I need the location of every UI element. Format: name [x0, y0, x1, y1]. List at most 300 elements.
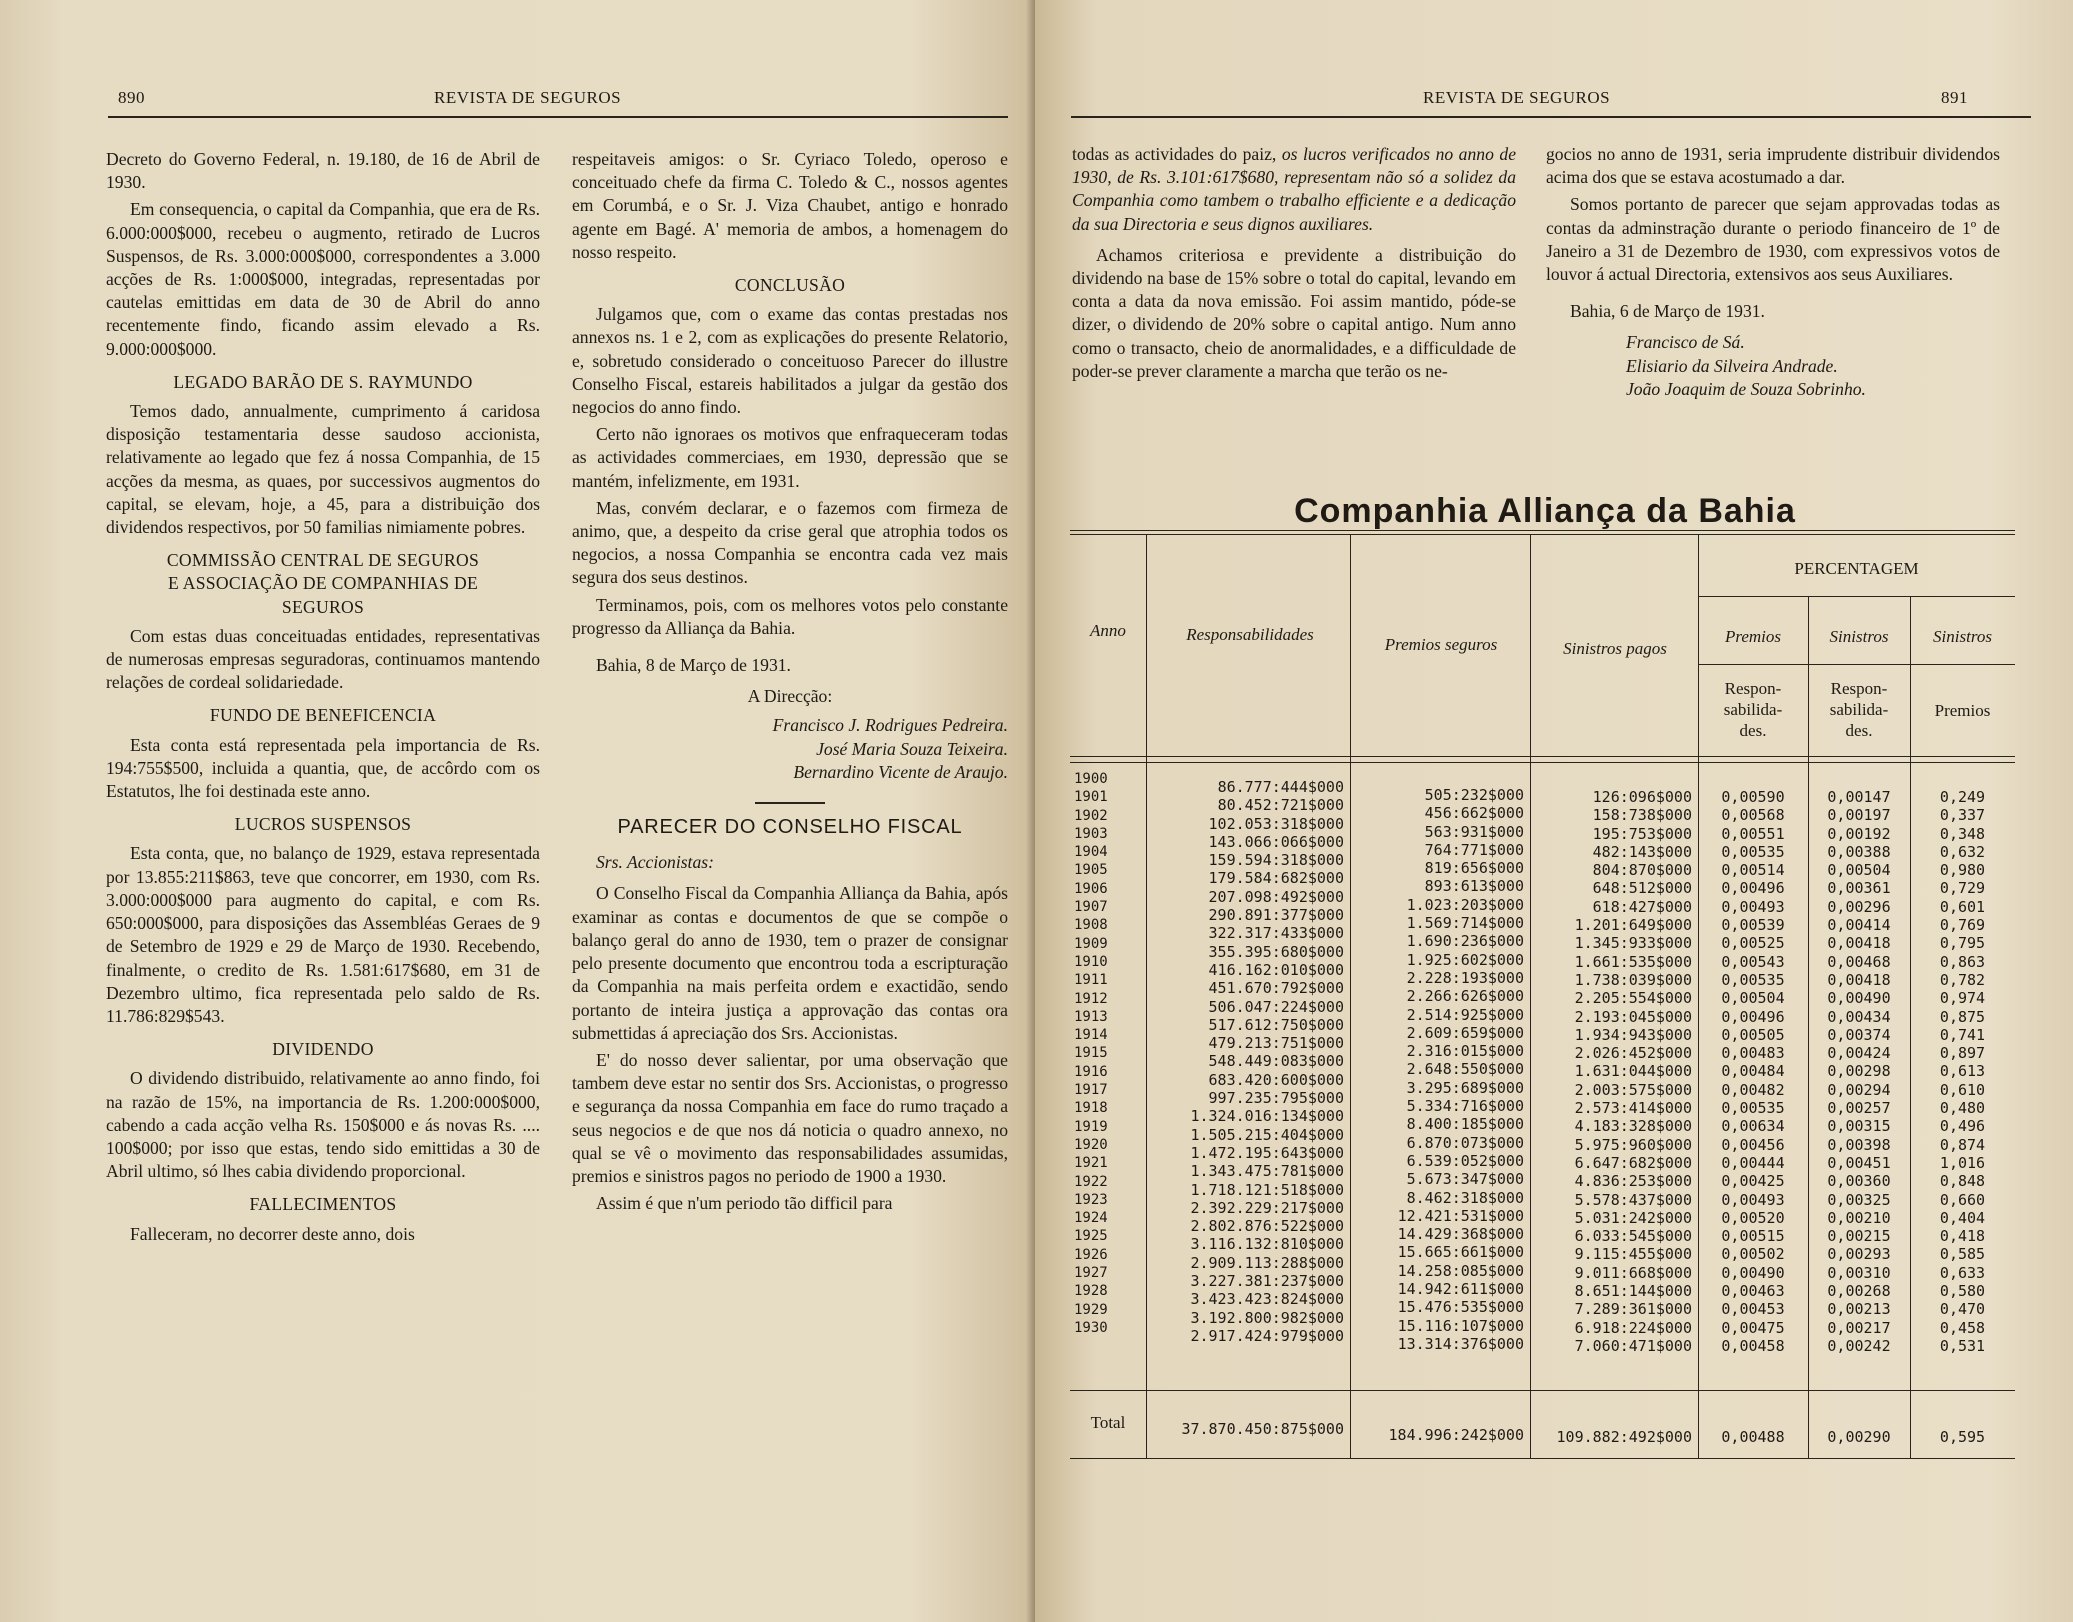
pct-sinistros-premios-row: 0,769	[1939, 916, 1986, 935]
responsabilidades-row: 416.162:010$000	[1208, 960, 1344, 979]
pct-sinistros-premios-row: 0,348	[1939, 824, 1986, 843]
paragraph-fundo: Esta conta está representada pela importancia de Rs. 194:755$500, incluida a quantia, que, de accôrdo com os Estatutos, lhe foi destinada este anno.	[106, 734, 540, 802]
premios-row: 15.116:107$000	[1397, 1316, 1524, 1335]
pct-sinistros-row: 0,00197	[1827, 806, 1891, 825]
premios-row: 456:662$000	[1424, 804, 1524, 823]
pct-premios-row: 0,00490	[1721, 1263, 1785, 1282]
pct-sinistros-premios-row: 0,601	[1939, 897, 1986, 916]
pct-sinistros-premios-row: 0,610	[1939, 1080, 1986, 1099]
sinistros-row: 1.661:535$000	[1574, 952, 1692, 971]
responsabilidades-row: 355.395:680$000	[1208, 942, 1344, 961]
responsabilidades-row: 683.420:600$000	[1208, 1070, 1344, 1089]
pct-premios-row: 0,00493	[1721, 1190, 1785, 1209]
anno-row: 1901	[1074, 789, 1108, 806]
responsabilidades-row: 1.343.475:781$000	[1190, 1162, 1344, 1181]
pct-sinistros-premios-row: 0,418	[1939, 1227, 1986, 1246]
responsabilidades-row: 2.802.876:522$000	[1190, 1217, 1344, 1236]
subheader-premios: Premios	[1724, 627, 1782, 646]
paragraph-julgamos: Julgamos que, com o exame das contas prestadas nos annexos ns. 1 e 2, com as explicações do presente Relatorio, e, sobretudo considerado o conceituoso Parecer do illustre Conselho Fiscal, estareis habilitados a julgar da gestão dos negocios do anno findo.	[572, 304, 1008, 418]
sinistros-row: 2.003:575$000	[1574, 1080, 1692, 1099]
sinistros-row: 6.033:545$000	[1574, 1227, 1692, 1246]
heading-lucros: LUCROS SUSPENSOS	[234, 814, 412, 835]
responsabilidades-row: 3.423.423:824$000	[1190, 1290, 1344, 1309]
total-responsabilidades: 37.870.450:875$000	[1181, 1420, 1344, 1438]
anno-row: 1914	[1074, 1027, 1108, 1044]
premios-row: 15.665:661$000	[1397, 1243, 1524, 1262]
pct-sinistros-premios-row: 0,613	[1939, 1062, 1986, 1081]
anno-row: 1909	[1074, 935, 1108, 952]
pct-sinistros-row: 0,00294	[1827, 1080, 1891, 1099]
premios-row: 1.690:236$000	[1406, 932, 1524, 951]
pct-sinistros-premios-row: 0,863	[1939, 952, 1986, 971]
paragraph-todas-italic: os lucros verificados no anno de 1930, de Rs. 3.101:617$680, representam não só a solidez da Companhia como tambem o trabalho efficiente e a dedicação da sua Directoria e seus dignos auxiliares.	[1072, 144, 1516, 234]
anno-row: 1903	[1074, 825, 1108, 842]
pct-sinistros-row: 0,00361	[1827, 879, 1891, 898]
pct-sinistros-premios-row: 0,897	[1939, 1044, 1986, 1063]
premios-row: 3.295:689$000	[1406, 1078, 1524, 1097]
anno-row: 1927	[1074, 1265, 1108, 1282]
responsabilidades-row: 80.452:721$000	[1217, 796, 1344, 815]
pct-sinistros-row: 0,00147	[1827, 788, 1891, 806]
pct-sinistros-premios-row: 0,848	[1939, 1172, 1986, 1191]
percentagem-rule	[1698, 596, 2015, 597]
header-responsabilidades: Responsabilidades	[1186, 625, 1314, 644]
right-column-1	[1072, 143, 1516, 387]
pct-sinistros-premios-row: 0,782	[1939, 970, 1986, 989]
pct-sinistros-row: 0,00434	[1827, 1007, 1891, 1026]
pct-premios-row: 0,00482	[1721, 1080, 1785, 1099]
responsabilidades-row: 207.098:492$000	[1208, 887, 1344, 906]
pct-premios-row: 0,00568	[1721, 806, 1785, 825]
sinistros-row: 195:753$000	[1592, 824, 1692, 843]
paragraph-legado: Temos dado, annualmente, cumprimento á caridosa disposição testamentaria desse saudoso accionista, relativamente ao legado que fez á nossa Companhia, de 15 acções da mesma, as quaes, por successivos augmentos do capital, se elevam, hoje, a 45, para a distribuição dos dividendos respectivos, por 50 familias nimiamente pobres.	[106, 401, 540, 538]
anno-row: 1911	[1074, 972, 1108, 989]
date-direccao: Bahia, 8 de Março de 1931.	[596, 655, 791, 676]
left-page	[0, 0, 1035, 1622]
responsabilidades-row: 548.449:083$000	[1208, 1052, 1344, 1071]
sinistros-row: 8.651:144$000	[1574, 1282, 1692, 1301]
sinistros-row: 1.201:649$000	[1574, 916, 1692, 935]
subheader-rule	[1698, 664, 2015, 665]
pct-premios-row: 0,00475	[1721, 1318, 1785, 1337]
pct-sinistros-row: 0,00398	[1827, 1135, 1891, 1154]
paragraph-dividendo: O dividendo distribuido, relativamente ao anno findo, foi na razão de 15%, na importancia de Rs. 1.200:000$000, cabendo a cada acção velha Rs. 150$000 e ás novas Rs. .... 100$000; por isso que estas, tendo sido emittidas a 30 de Abril ultimo, só lhes cabia dividendo proporcional.	[106, 1068, 540, 1182]
premios-row: 5.334:716$000	[1406, 1097, 1524, 1116]
anno-row: 1922	[1074, 1173, 1108, 1190]
paragraph-commissao: Com estas duas conceituadas entidades, representativas de numerosas empresas seguradoras, continuamos mantendo relações de cordeal solidariedade.	[106, 625, 540, 693]
pct-sinistros-row: 0,00504	[1827, 861, 1891, 880]
heading-conclusao: CONCLUSÃO	[734, 275, 846, 296]
anno-row: 1902	[1074, 807, 1108, 824]
sinistros-row: 7.060:471$000	[1574, 1336, 1692, 1355]
anno-row: 1918	[1074, 1100, 1108, 1117]
header-rule-right	[1071, 116, 2031, 118]
left-column-1	[106, 148, 540, 1250]
table-bottom-rule	[1070, 1458, 2015, 1459]
responsabilidades-row: 517.612:750$000	[1208, 1015, 1344, 1034]
pct-sinistros-premios-row: 0,458	[1939, 1318, 1986, 1337]
pct-premios-row: 0,00456	[1721, 1135, 1785, 1154]
premios-row: 2.609:659$000	[1406, 1023, 1524, 1042]
responsabilidades-row: 143.066:066$000	[1208, 832, 1344, 851]
vline-2	[1350, 534, 1351, 1458]
anno-row: 1904	[1074, 844, 1108, 861]
pct-sinistros-premios-row: 0,632	[1939, 842, 1986, 861]
signature-conselho-3: João Joaquim de Souza Sobrinho.	[1626, 378, 1866, 399]
pct-sinistros-row: 0,00418	[1827, 970, 1891, 989]
responsabilidades-row: 1.505.215:404$000	[1190, 1125, 1344, 1144]
column-anno	[1074, 770, 1144, 1337]
pct-sinistros-premios-row: 0,974	[1939, 989, 1986, 1008]
anno-row: 1915	[1074, 1045, 1108, 1062]
pct-sinistros-row: 0,00268	[1827, 1282, 1891, 1301]
premios-row: 563:931$000	[1424, 822, 1524, 841]
section-divider	[755, 802, 825, 804]
date-conselho: Bahia, 6 de Março de 1931.	[1570, 301, 1765, 322]
pct-sinistros-row: 0,00490	[1827, 989, 1891, 1008]
pct-sinistros-row: 0,00360	[1827, 1172, 1891, 1191]
pct-premios-row: 0,00514	[1721, 861, 1785, 880]
paragraph-respeitaveis: respeitaveis amigos: o Sr. Cyriaco Toledo, operoso e conceituado chefe da firma C. Toledo & C., nossos agentes em Corumbá, e o Sr. J. Viza Chaubet, antigo e honrado agente em Bagé. A' memoria de ambos, a homenagem do nosso respeito.	[572, 149, 1008, 262]
paragraph-decreto: Decreto do Governo Federal, n. 19.180, de 16 de Abril de 1930.	[106, 149, 540, 193]
sinistros-row: 2.205:554$000	[1574, 989, 1692, 1008]
sinistros-row: 618:427$000	[1592, 897, 1692, 916]
pct-premios-row: 0,00453	[1721, 1300, 1785, 1319]
premios-row: 14.258:085$000	[1397, 1261, 1524, 1280]
pct-premios-row: 0,00535	[1721, 842, 1785, 861]
sinistros-row: 5.578:437$000	[1574, 1190, 1692, 1209]
paragraph-gocios: gocios no anno de 1931, seria imprudente distribuir dividendos acima dos que se estava acostumado a dar.	[1546, 144, 2000, 188]
total-sinistros: 109.882:492$000	[1556, 1428, 1692, 1446]
pct-sinistros-premios-row: 0,660	[1939, 1190, 1986, 1209]
responsabilidades-row: 290.891:377$000	[1208, 906, 1344, 925]
heading-dividendo: DIVIDENDO	[272, 1039, 374, 1060]
pct-premios-row: 0,00551	[1721, 824, 1785, 843]
salutation: Srs. Accionistas:	[596, 852, 714, 873]
responsabilidades-row: 997.235:795$000	[1208, 1089, 1344, 1108]
pct-sinistros-premios-row: 0,980	[1939, 861, 1986, 880]
premios-row: 8.462:318$000	[1406, 1188, 1524, 1207]
responsabilidades-row: 322.317:433$000	[1208, 924, 1344, 943]
pct-sinistros-row: 0,00215	[1827, 1227, 1891, 1246]
pct-sinistros-premios-row: 0,633	[1939, 1263, 1986, 1282]
pct-premios-row: 0,00535	[1721, 970, 1785, 989]
pct-premios-row: 0,00484	[1721, 1062, 1785, 1081]
anno-row: 1907	[1074, 899, 1108, 916]
total-premios: 184.996:242$000	[1388, 1426, 1524, 1444]
pct-sinistros-premios-row: 0,741	[1939, 1025, 1986, 1044]
page-number-right: 891	[1941, 88, 1968, 107]
pct-sinistros-premios-row: 0,795	[1939, 934, 1986, 953]
column-pct-sinistros-premios	[1910, 788, 2015, 1355]
signature-conselho-1: Francisco de Sá.	[1626, 332, 1745, 353]
right-column-2	[1546, 143, 2000, 401]
header-bottom-rule	[1070, 756, 2015, 757]
premios-row: 2.514:925$000	[1406, 1005, 1524, 1024]
anno-row: 1906	[1074, 880, 1108, 897]
sinistros-row: 5.031:242$000	[1574, 1208, 1692, 1227]
column-pct-premios	[1698, 788, 1808, 1355]
premios-row: 2.648:550$000	[1406, 1060, 1524, 1079]
header-premios-seguros: Premios seguros	[1384, 635, 1498, 654]
heading-parecer: PARECER DO CONSELHO FISCAL	[617, 816, 963, 839]
signature-1: Francisco J. Rodrigues Pedreira.	[772, 715, 1008, 736]
pct-premios-row: 0,00543	[1721, 952, 1785, 971]
paragraph-consequencia: Em consequencia, o capital da Companhia, que era de Rs. 6.000:000$000, recebeu o augmento, retirado de Lucros Suspensos, de Rs. 3.000:000$000, correspondentes a 3.000 acções de Rs. 1:000$000, integradas, representadas por cautelas emittidas em data de 30 de Abril do anno recentemente findo, ficando assim elevado a Rs. 9.000:000$000.	[106, 199, 540, 359]
column-responsabilidades	[1150, 778, 1344, 1345]
pct-sinistros-premios-row: 0,874	[1939, 1135, 1986, 1154]
paragraph-conselho: O Conselho Fiscal da Companhia Alliança da Bahia, após examinar as contas e documentos de que se compõe o balanço geral do anno de 1930, tem o prazer de consignar pelo presente documento que encontrou toda a escripturação da Companhia na mais perfeita ordem e exactidão, sendo portanto de inteira justiça a approvação das contas ora submettidas á apreciação dos Srs. Accionistas.	[572, 883, 1008, 1043]
responsabilidades-row: 179.584:682$000	[1208, 869, 1344, 888]
responsabilidades-row: 3.116.132:810$000	[1190, 1235, 1344, 1254]
pct-premios-row: 0,00634	[1721, 1117, 1785, 1136]
pct-premios-row: 0,00539	[1721, 916, 1785, 935]
anno-row: 1928	[1074, 1283, 1108, 1300]
subheader-sinistros-2: Sinistros	[1933, 627, 1992, 646]
sinistros-row: 2.193:045$000	[1574, 1007, 1692, 1026]
pct-premios-row: 0,00458	[1721, 1336, 1785, 1355]
premios-row: 2.316:015$000	[1406, 1042, 1524, 1061]
pct-premios-row: 0,00483	[1721, 1044, 1785, 1063]
pct-premios-row: 0,00496	[1721, 1007, 1785, 1026]
subheader-sinistros: Sinistros	[1829, 627, 1889, 646]
pct-premios-row: 0,00425	[1721, 1172, 1785, 1191]
anno-row: 1925	[1074, 1228, 1108, 1245]
pct-sinistros-premios-row: 0,249	[1939, 788, 1986, 806]
table-top-rule-2	[1070, 534, 2015, 535]
responsabilidades-row: 3.227.381:237$000	[1190, 1272, 1344, 1291]
premios-row: 13.314:376$000	[1397, 1334, 1524, 1353]
left-column-2	[572, 148, 1008, 1219]
vline-1	[1146, 534, 1147, 1458]
paragraph-terminamos: Terminamos, pois, com os melhores votos pelo constante progresso da Alliança da Bahia.	[572, 594, 1008, 638]
signature-conselho-2: Elisiario da Silveira Andrade.	[1626, 355, 1838, 376]
anno-row: 1924	[1074, 1210, 1108, 1227]
anno-row: 1920	[1074, 1136, 1108, 1153]
anno-row: 1912	[1074, 990, 1108, 1007]
premios-row: 6.539:052$000	[1406, 1151, 1524, 1170]
subheader-responsabilidades-1: Respon- sabilida- des.	[1723, 679, 1783, 740]
anno-row: 1917	[1074, 1082, 1108, 1099]
paragraph-lucros: Esta conta, que, no balanço de 1929, estava representada por 13.855:211$863, teve que concorrer, em 1930, com Rs. 3.000:000$000 para augmento do capital, e com Rs. 650:000$000, para disposições das Assembléas Geraes de 9 de Setembro de 1929 e 29 de Março de 1930. Recebendo, finalmente, o credito de Rs. 1.581:617$680, em 31 de Dezembro ultimo, fica representada pelo saldo de Rs. 11.786:829$543.	[106, 843, 540, 1026]
pct-premios-row: 0,00444	[1721, 1153, 1785, 1172]
pct-sinistros-row: 0,00296	[1827, 897, 1891, 916]
pct-sinistros-row: 0,00315	[1827, 1117, 1891, 1136]
total-top-rule	[1070, 1390, 2015, 1391]
anno-row: 1921	[1074, 1155, 1108, 1172]
pct-sinistros-row: 0,00325	[1827, 1190, 1891, 1209]
pct-sinistros-row: 0,00374	[1827, 1025, 1891, 1044]
anno-row: 1930	[1074, 1319, 1108, 1336]
paragraph-mas: Mas, convém declarar, e o fazemos com firmeza de animo, que, a despeito da crise geral que atrophia todos os negocios, a nossa Companhia se encontra cada vez mais segura dos seus destinos.	[572, 497, 1008, 588]
sinistros-row: 1.631:044$000	[1574, 1062, 1692, 1081]
pct-sinistros-premios-row: 0,531	[1939, 1336, 1986, 1355]
sinistros-row: 9.115:455$000	[1574, 1245, 1692, 1264]
sinistros-row: 9.011:668$000	[1574, 1263, 1692, 1282]
signature-3: Bernardino Vicente de Araujo.	[793, 761, 1008, 782]
responsabilidades-row: 159.594:318$000	[1208, 851, 1344, 870]
pct-sinistros-row: 0,00298	[1827, 1062, 1891, 1081]
pct-sinistros-row: 0,00210	[1827, 1208, 1891, 1227]
responsabilidades-row: 2.917.424:979$000	[1190, 1326, 1344, 1345]
sinistros-row: 126:096$000	[1592, 788, 1692, 806]
heading-legado: LEGADO BARÃO DE S. RAYMUNDO	[173, 371, 473, 392]
header-sinistros-pagos: Sinistros pagos	[1563, 639, 1667, 658]
paragraph-certo: Certo não ignoraes os motivos que enfraqueceram todas as actividades commerciaes, em 1930, depressão que se mantém, infelizmente, em 1931.	[572, 424, 1008, 491]
heading-commissao-1: COMMISSÃO CENTRAL DE SEGUROS	[166, 550, 480, 571]
header-percentagem: PERCENTAGEM	[1794, 559, 1919, 578]
statistics-table	[1070, 528, 2015, 1446]
signature-2: José Maria Souza Teixeira.	[816, 738, 1008, 759]
anno-row: 1905	[1074, 862, 1108, 879]
paragraph-dever: E' do nosso dever salientar, por uma observação que tambem deve estar no sentir dos Srs. Accionistas, o progresso e segurança da nossa Companhia em face do rumo traçado a seus negocios e de que nos dá noticia o quadro annexo, no qual se vê o movimento das responsabilidades assumidas, premios e sinistros pagos no periodo de 1900 a 1930.	[572, 1049, 1008, 1186]
header-bottom-rule-2	[1070, 762, 2015, 763]
column-pct-sinistros	[1808, 788, 1910, 1355]
header-anno: Anno	[1090, 621, 1126, 640]
pct-sinistros-premios-row: 0,585	[1939, 1245, 1986, 1264]
subheader-premios-2: Premios	[1934, 701, 1991, 720]
anno-row: 1916	[1074, 1063, 1108, 1080]
premios-row: 6.870:073$000	[1406, 1133, 1524, 1152]
anno-row: 1919	[1074, 1118, 1108, 1135]
premios-row: 12.421:531$000	[1397, 1206, 1524, 1225]
pct-sinistros-row: 0,00451	[1827, 1153, 1891, 1172]
total-pct-sinistros-premios: 0,595	[1939, 1428, 1986, 1446]
running-head: REVISTA DE SEGUROS	[434, 88, 622, 107]
premios-row: 893:613$000	[1424, 877, 1524, 896]
responsabilidades-row: 506.047:224$000	[1208, 997, 1344, 1016]
premios-row: 1.569:714$000	[1406, 914, 1524, 933]
pct-sinistros-premios-row: 0,470	[1939, 1300, 1986, 1319]
heading-commissao-2: E ASSOCIAÇÃO DE COMPANHIAS DE	[167, 573, 479, 594]
responsabilidades-row: 1.718.121:518$000	[1190, 1180, 1344, 1199]
responsabilidades-row: 2.909.113:288$000	[1190, 1253, 1344, 1272]
sinistros-row: 1.345:933$000	[1574, 934, 1692, 953]
pct-premios-row: 0,00502	[1721, 1245, 1785, 1264]
anno-row: 1910	[1074, 953, 1108, 970]
premios-row: 14.942:611$000	[1397, 1280, 1524, 1299]
sinistros-row: 804:870$000	[1592, 861, 1692, 880]
heading-fundo: FUNDO DE BENEFICENCIA	[209, 705, 437, 726]
total-pct-sinistros: 0,00290	[1827, 1428, 1891, 1446]
pct-premios-row: 0,00463	[1721, 1282, 1785, 1301]
premios-row: 1.925:602$000	[1406, 950, 1524, 969]
sinistros-row: 482:143$000	[1592, 842, 1692, 861]
pct-premios-row: 0,00520	[1721, 1208, 1785, 1227]
pct-sinistros-row: 0,00414	[1827, 916, 1891, 935]
premios-row: 5.673:347$000	[1406, 1170, 1524, 1189]
pct-sinistros-row: 0,00293	[1827, 1245, 1891, 1264]
responsabilidades-row: 1.472.195:643$000	[1190, 1143, 1344, 1162]
heading-fallecimentos: FALLECIMENTOS	[249, 1194, 397, 1215]
pct-sinistros-row: 0,00424	[1827, 1044, 1891, 1063]
premios-row: 505:232$000	[1424, 786, 1524, 804]
paragraph-assim: Assim é que n'um periodo tão difficil para	[596, 1193, 893, 1214]
pct-sinistros-row: 0,00213	[1827, 1300, 1891, 1319]
pct-sinistros-premios-row: 1,016	[1939, 1153, 1986, 1172]
premios-row: 14.429:368$000	[1397, 1225, 1524, 1244]
paragraph-fallecimentos: Falleceram, no decorrer deste anno, dois	[130, 1223, 415, 1244]
pct-sinistros-row: 0,00468	[1827, 952, 1891, 971]
anno-row: 1908	[1074, 917, 1108, 934]
responsabilidades-row: 2.392.229:217$000	[1190, 1198, 1344, 1217]
sinistros-row: 4.836:253$000	[1574, 1172, 1692, 1191]
sinistros-row: 1.934:943$000	[1574, 1025, 1692, 1044]
total-pct-premios: 0,00488	[1721, 1428, 1785, 1446]
premios-row: 2.228:193$000	[1406, 968, 1524, 987]
anno-row: 1926	[1074, 1246, 1108, 1263]
total-label: Total	[1090, 1413, 1126, 1432]
heading-commissao-3: SEGUROS	[281, 596, 365, 617]
anno-row: 1900	[1074, 771, 1108, 787]
pct-sinistros-premios-row: 0,580	[1939, 1282, 1986, 1301]
pct-sinistros-premios-row: 0,875	[1939, 1007, 1986, 1026]
running-head-right: REVISTA DE SEGUROS	[1423, 88, 1611, 107]
pct-sinistros-row: 0,00257	[1827, 1099, 1891, 1118]
sinistros-row: 2.573:414$000	[1574, 1099, 1692, 1118]
premios-row: 2.266:626$000	[1406, 987, 1524, 1006]
responsabilidades-row: 479.213:751$000	[1208, 1034, 1344, 1053]
label-direccao: A Direcção:	[747, 686, 833, 707]
column-sinistros	[1532, 788, 1692, 1355]
column-premios	[1352, 786, 1524, 1353]
premios-row: 15.476:535$000	[1397, 1298, 1524, 1317]
vline-3	[1530, 534, 1531, 1458]
pct-sinistros-row: 0,00418	[1827, 934, 1891, 953]
anno-row: 1923	[1074, 1191, 1108, 1208]
sinistros-row: 6.647:682$000	[1574, 1153, 1692, 1172]
premios-row: 819:656$000	[1424, 859, 1524, 878]
pct-premios-row: 0,00590	[1721, 788, 1785, 806]
subheader-responsabilidades-2: Respon- sabilida- des.	[1829, 679, 1889, 740]
paragraph-todas-start: todas as actividades do paiz,	[1072, 144, 1282, 164]
anno-row: 1929	[1074, 1301, 1108, 1318]
pct-sinistros-row: 0,00310	[1827, 1263, 1891, 1282]
anno-row: 1913	[1074, 1008, 1108, 1025]
pct-premios-row: 0,00505	[1721, 1025, 1785, 1044]
sinistros-row: 6.918:224$000	[1574, 1318, 1692, 1337]
table-top-rule	[1070, 530, 2015, 531]
pct-sinistros-premios-row: 0,337	[1939, 806, 1986, 825]
sinistros-row: 1.738:039$000	[1574, 970, 1692, 989]
pct-sinistros-row: 0,00388	[1827, 842, 1891, 861]
responsabilidades-row: 102.053:318$000	[1208, 814, 1344, 833]
page-number: 890	[118, 88, 145, 107]
pct-premios-row: 0,00493	[1721, 897, 1785, 916]
paragraph-somos: Somos portanto de parecer que sejam approvadas todas as contas da adminstração durante o periodo financeiro de 1º de Janeiro a 31 de Dezembro de 1930, com expressivos votos de louvor á actual Directoria, extensivos aos seus Auxiliares.	[1546, 194, 2000, 285]
pct-premios-row: 0,00496	[1721, 879, 1785, 898]
sinistros-row: 4.183:328$000	[1574, 1117, 1692, 1136]
pct-sinistros-row: 0,00217	[1827, 1318, 1891, 1337]
sinistros-row: 648:512$000	[1592, 879, 1692, 898]
header-rule	[108, 116, 1008, 118]
sinistros-row: 7.289:361$000	[1574, 1300, 1692, 1319]
responsabilidades-row: 86.777:444$000	[1217, 778, 1344, 796]
pct-sinistros-premios-row: 0,496	[1939, 1117, 1986, 1136]
pct-premios-row: 0,00504	[1721, 989, 1785, 1008]
pct-premios-row: 0,00525	[1721, 934, 1785, 953]
sinistros-row: 5.975:960$000	[1574, 1135, 1692, 1154]
sinistros-row: 2.026:452$000	[1574, 1044, 1692, 1063]
pct-sinistros-row: 0,00192	[1827, 824, 1891, 843]
premios-row: 8.400:185$000	[1406, 1115, 1524, 1134]
premios-row: 764:771$000	[1424, 840, 1524, 859]
pct-sinistros-premios-row: 0,404	[1939, 1208, 1986, 1227]
pct-sinistros-row: 0,00242	[1827, 1336, 1891, 1355]
responsabilidades-row: 451.670:792$000	[1208, 979, 1344, 998]
table-title: Companhia Alliança da Bahia	[1294, 492, 1796, 530]
paragraph-achamos: Achamos criteriosa e previdente a distribuição do dividendo na base de 15% sobre o total do capital, levando em conta a data da nova emissão. Foi assim mantido, póde-se dizer, o dividendo de 20% sobre o capital antigo. Num anno como o transacto, cheio de anormalidades, e a difficuldade de poder-se prever claramente a marcha que terão os ne-	[1072, 244, 1516, 381]
